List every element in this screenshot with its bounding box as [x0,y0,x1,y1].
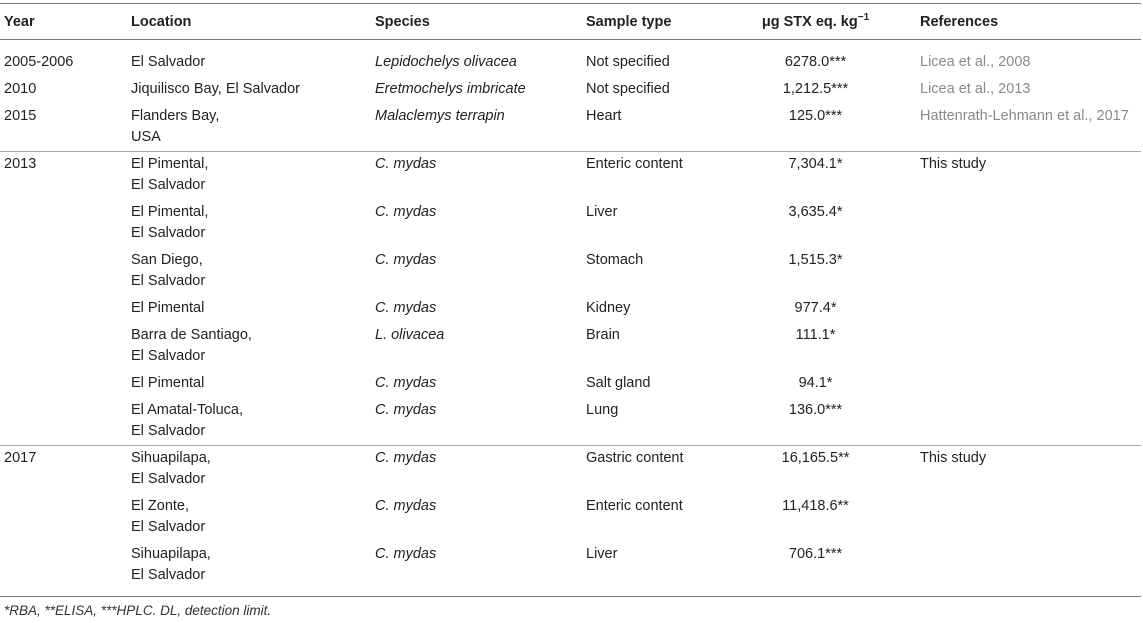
location-line: El Salvador [131,423,206,439]
location-line: San Diego, [131,252,203,268]
cell-reference: Licea et al., 2008 [920,54,1031,70]
table-row [0,40,1141,77]
cell-year: 2017 [0,446,127,494]
location-line: El Salvador [131,567,206,583]
cell-reference [916,397,1141,446]
location-line: El Zonte, [131,498,190,514]
location-line: El Pimental, [131,156,209,172]
footer-divider [0,596,1141,597]
cell-reference [916,247,1141,295]
location-line: El Salvador [131,519,206,535]
location-line: USA [131,129,161,145]
location-line: El Salvador [131,54,206,70]
table-row [0,103,1141,152]
cell-location [127,40,371,77]
table-row [0,397,1141,446]
location-line: El Salvador [131,273,206,289]
cell-species: C. mydas [375,204,437,220]
table-footnote: *RBA, **ELISA, ***HPLC. DL, detection limit. [4,603,272,618]
table-row [0,76,1141,103]
header-sample-type: Sample type [582,4,715,40]
header-row [0,4,1141,40]
location-line: El Salvador [131,225,206,241]
cell-location [127,370,371,397]
location-line: El Amatal-Toluca, [131,402,244,418]
cell-species: C. mydas [375,300,437,316]
cell-sample-type: Liver [586,546,618,562]
cell-location [127,541,371,596]
cell-year [0,397,127,446]
cell-sample-type: Enteric content [586,498,683,514]
table-row [0,493,1141,541]
cell-year [0,370,127,397]
cell-value: 6278.0*** [784,54,847,70]
cell-year [0,322,127,370]
cell-value: 94.1* [798,375,833,391]
header-value-exponent: −1 [857,11,870,23]
header-references: References [916,4,1141,40]
cell-location [127,247,371,295]
table-row [0,152,1141,200]
cell-sample-type: Enteric content [582,152,715,200]
cell-value: 7,304.1* [715,152,916,200]
cell-location [127,103,371,152]
header-location: Location [127,4,371,40]
cell-sample-type: Lung [586,402,619,418]
table-row [0,295,1141,322]
cell-year [0,247,127,295]
cell-location [127,295,371,322]
data-table [0,3,1141,596]
cell-sample-type: Salt gland [586,375,651,391]
cell-value: 11,418.6** [782,498,849,514]
cell-location [127,397,371,446]
cell-year [0,199,127,247]
cell-value: 1,515.3* [788,252,843,268]
cell-sample-type: Not specified [586,54,670,70]
cell-year: 2015 [4,108,37,124]
cell-value: 125.0*** [788,108,843,124]
cell-reference [916,541,1141,596]
cell-species: C. mydas [375,546,437,562]
cell-year [0,541,127,596]
cell-sample-type: Kidney [586,300,631,316]
cell-species: C. mydas [375,402,437,418]
cell-location [127,493,371,541]
cell-year [0,295,127,322]
cell-species: Lepidochelys olivacea [375,54,517,70]
cell-value: 136.0*** [788,402,843,418]
cell-species: Malaclemys terrapin [375,108,505,124]
cell-species: C. mydas [375,498,437,514]
cell-location [127,199,371,247]
table-row [0,370,1141,397]
header-year: Year [0,4,127,40]
cell-reference: This study [916,446,1141,494]
cell-location [127,76,371,103]
cell-sample-type: Heart [586,108,622,124]
cell-sample-type: Gastric content [582,446,715,494]
cell-sample-type: Brain [586,327,620,343]
cell-reference: Hattenrath-Lehmann et al., 2017 [920,108,1129,124]
cell-reference: Licea et al., 2013 [920,81,1031,97]
header-value [715,4,916,40]
location-line: Sihuapilapa, [131,546,211,562]
table-row [0,247,1141,295]
cell-reference [916,322,1141,370]
location-line: Sihuapilapa, [131,450,211,466]
table-row [0,541,1141,596]
cell-reference [916,295,1141,322]
cell-value: 977.4* [794,300,837,316]
cell-sample-type: Liver [586,204,618,220]
table-row [0,446,1141,494]
cell-year: 2010 [4,81,37,97]
cell-year: 2005-2006 [4,54,74,70]
location-line: Flanders Bay, [131,108,220,124]
table-row [0,199,1141,247]
location-line: Jiquilisco Bay, El Salvador [131,81,300,97]
cell-location [127,322,371,370]
cell-species: C. mydas [371,446,582,494]
location-line: El Pimental [131,300,205,316]
cell-species: C. mydas [375,252,437,268]
cell-species: C. mydas [371,152,582,200]
cell-species: C. mydas [375,375,437,391]
cell-species: Eretmochelys imbricate [375,81,526,97]
cell-value: 16,165.5** [715,446,916,494]
header-value-text: μg STX eq. kg [761,13,858,30]
cell-value: 111.1* [795,327,836,343]
location-line: El Salvador [131,348,206,364]
cell-value: 1,212.5*** [782,81,849,97]
location-line: Barra de Santiago, [131,327,252,343]
table-row [0,322,1141,370]
cell-sample-type: Stomach [586,252,644,268]
header-species: Species [371,4,582,40]
cell-location [127,446,371,494]
location-line: El Salvador [131,471,206,487]
location-line: El Salvador [131,177,206,193]
location-line: El Pimental [131,375,205,391]
cell-reference: This study [916,152,1141,200]
location-line: El Pimental, [131,204,209,220]
cell-year [0,493,127,541]
cell-reference [916,199,1141,247]
cell-species: L. olivacea [375,327,445,343]
cell-reference [916,493,1141,541]
cell-value: 706.1*** [788,546,843,562]
cell-reference [916,370,1141,397]
cell-sample-type: Not specified [586,81,670,97]
cell-year: 2013 [0,152,127,200]
cell-value: 3,635.4* [788,204,843,220]
cell-location [127,152,371,200]
